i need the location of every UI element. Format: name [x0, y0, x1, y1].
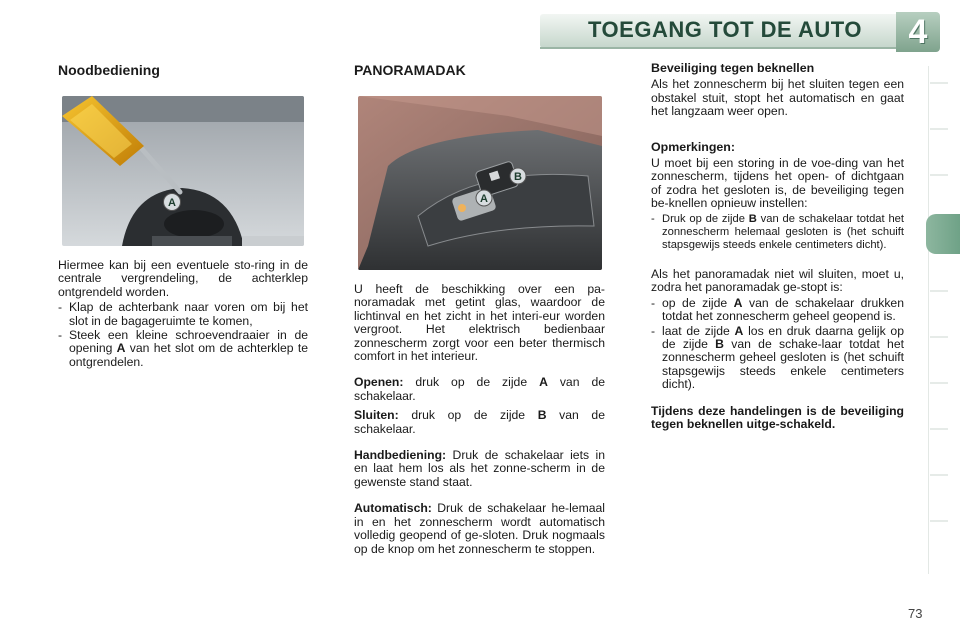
side-tab — [930, 428, 948, 430]
list-item: - laat de zijde A los en druk daarna gelijk op de zijde B van de schake-laar totdat het zonnescherm geheel gesloten is (het schuift stapsgewijs steeds enkele centimeters dicht). — [651, 323, 904, 392]
side-tab-active — [926, 214, 960, 254]
side-tab — [930, 520, 948, 522]
photo-label-a: A — [168, 197, 176, 209]
side-tab — [930, 336, 948, 338]
list-item: - Klap de achterbank naar voren om bij het slot in de bagageruimte te komen, — [58, 300, 308, 328]
close-instruction: Sluiten: druk op de zijde B van de schakelaar. — [354, 408, 605, 436]
side-tab — [930, 290, 948, 292]
chapter-number: 4 — [908, 13, 928, 51]
reset-steps-list — [651, 213, 904, 253]
side-tab — [930, 382, 948, 384]
photo-panorama-switch-illustration — [358, 96, 602, 270]
photo-panorama-switch — [358, 96, 602, 270]
beknellen-text: Als het zonnescherm bij het sluiten tegen een obstakel stuit, stopt het automatisch en gaat het langzaam weer open. — [651, 77, 904, 119]
open-instruction: Openen: druk op de zijde A van de schakelaar. — [354, 375, 605, 403]
left-intro: Hiermee kan bij een eventuele sto-ring in de centrale vergrendeling, de achterklep ontgrendeld worden. — [58, 258, 308, 299]
section-heading-panoramadak: PANORAMADAK — [354, 62, 466, 78]
manual-close-steps-list — [651, 297, 904, 392]
heading-beknellen: Beveiliging tegen beknellen — [651, 61, 815, 75]
middle-column-text — [354, 283, 605, 556]
left-column-text — [58, 259, 308, 370]
section-heading-noodbediening: Noodbediening — [58, 62, 160, 78]
photo-label-b: B — [514, 171, 522, 183]
heading-opmerkingen: Opmerkingen: — [651, 139, 735, 154]
photo-screwdriver-lock — [62, 96, 304, 246]
manual-instruction: Handbediening: Druk de schakelaar iets in en laat hem los als het zonne-scherm in de gewenste stand staat. — [354, 448, 605, 489]
list-item: - Steek een kleine schroevendraaier in de opening A van het slot om de achterklep te ontgrendelen. — [58, 328, 308, 369]
list-item: - op de zijde A van de schakelaar drukken totdat het zonnescherm geheel geopend is. — [651, 295, 904, 324]
page-number: 73 — [908, 606, 923, 621]
header-rule — [540, 47, 900, 49]
photo-screwdriver-lock-illustration — [62, 96, 304, 246]
panoramadak-intro: U heeft de beschikking over een pa-noramadak met getint glas, waardoor de lichtinval en het zicht in het interi-eur worden vergroot. Het elektrisch bedienbaar zonnescherm zorgt voor een beter thermisch comfort in het interieur. — [354, 282, 605, 364]
left-steps-list — [58, 301, 308, 369]
side-tab — [930, 82, 948, 84]
side-tab-strip — [928, 66, 960, 574]
photo-label-a: A — [480, 193, 488, 205]
automatic-instruction: Automatisch: Druk de schakelaar he-lemaal in en het zonnescherm wordt automatisch volledig geopend of ge-sloten. Druk nogmaals op de knop om het zonnescherm te stoppen. — [354, 501, 605, 556]
side-tab — [930, 474, 948, 476]
side-tab — [930, 128, 948, 130]
panoramadak-not-closing-text: Als het panoramadak niet wil sluiten, moet u, zodra het panoramadak ge-stopt is: — [651, 266, 904, 295]
list-item: - Druk op de zijde B van de schakelaar totdat het zonnescherm helemaal gesloten is (het schuift stapsgewijs steeds enkele centimeters dicht). — [651, 212, 905, 252]
opmerkingen-text: U moet bij een storing in de voe-ding van het zonnescherm, tijdens het open- of dichtgaan of zodra het gesloten is, de beveiliging tegen be-knellen opnieuw instellen: — [651, 156, 904, 211]
page-title: TOEGANG TOT DE AUTO — [588, 17, 862, 42]
closing-note: Tijdens deze handelingen is de beveiliging tegen beknellen uitge-schakeld. — [651, 403, 904, 431]
side-tab — [930, 174, 948, 176]
right-column-text — [651, 62, 904, 431]
